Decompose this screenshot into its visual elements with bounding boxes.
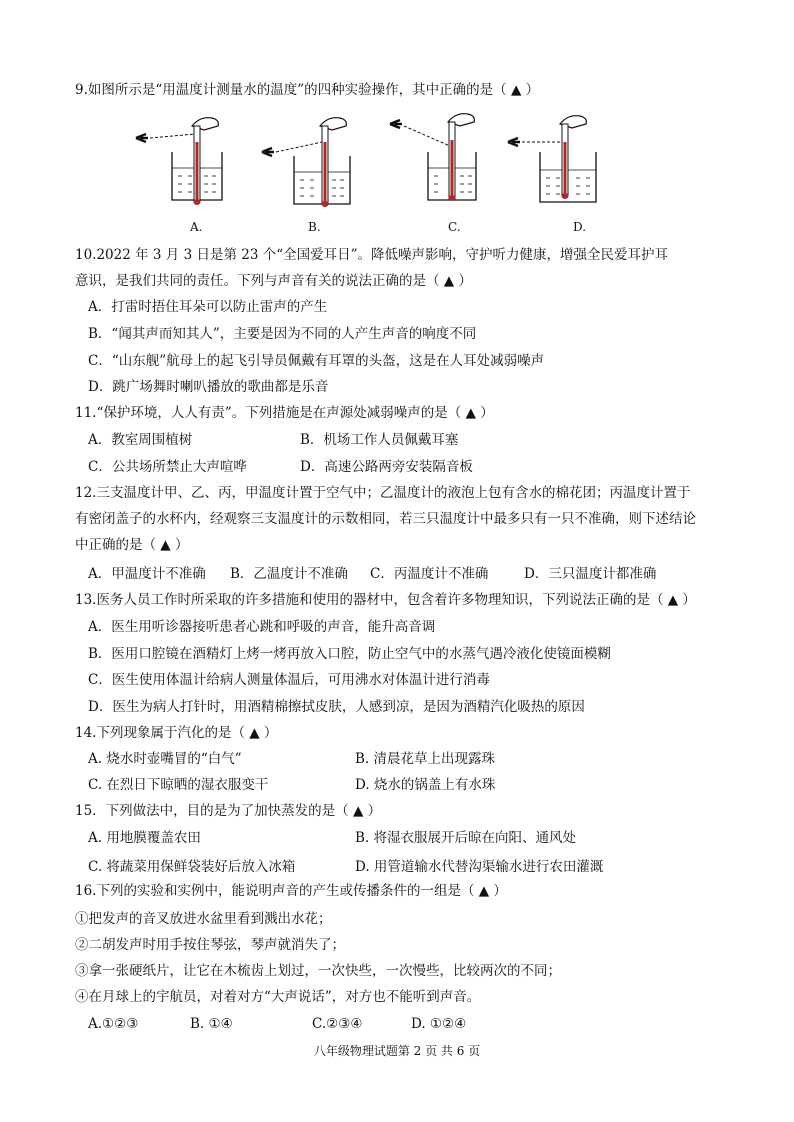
q16-item-4: ④在月球上的宇航员，对着对方“大声说话”，对方也不能听到声音。 (75, 989, 481, 1005)
q16-option-c: C.②③④ (312, 1016, 363, 1032)
q14-option-b: B. 清晨花草上出现露珠 (355, 751, 496, 767)
figure-c (390, 114, 476, 201)
q15-option-b: B. 将湿衣服展开后晾在向阳、通风处 (355, 830, 577, 846)
q16-stem: 16.下列的实验和实例中，能说明声音的产生或传播条件的一组是（ ▲ ） (75, 883, 507, 899)
q12-stem-line2: 有密闭盖子的水杯内，经观察三支温度计的示数相同，若三只温度计中最多只有一只不准确，则下述结论 (75, 511, 696, 527)
q15-option-a: A. 用地膜覆盖农田 (88, 830, 201, 846)
q12-option-d: D．三只温度计都准确 (524, 566, 657, 582)
q11-stem: 11.“保护环境，人人有责”。下列措施是在声源处减弱噪声的是（ ▲ ） (75, 405, 494, 421)
q11-option-b: B．机场工作人员佩戴耳塞 (300, 432, 459, 448)
q10-stem-line2: 意识，是我们共同的责任。下列与声音有关的说法正确的是（ ▲ ） (75, 273, 472, 289)
q14-option-c: C. 在烈日下晾晒的湿衣服变干 (88, 777, 269, 793)
q10-option-b: B．“闻其声而知其人”，主要是因为不同的人产生声音的响度不同 (88, 326, 477, 342)
q15-option-d: D. 用管道输水代替沟渠输水进行农田灌溉 (355, 859, 604, 875)
q14-option-d: D. 烧水的锅盖上有水珠 (355, 777, 496, 793)
thermometer-figure (0, 112, 794, 212)
q14-stem: 14.下列现象属于汽化的是（ ▲ ） (75, 725, 278, 741)
q13-stem: 13.医务人员工作时所采取的许多措施和使用的器材中，包含着许多物理知识，下列说法正确的是（ ▲ ） (75, 592, 696, 608)
q13-option-b: B．医用口腔镜在酒精灯上烤一烤再放入口腔，防止空气中的水蒸气遇冷液化使镜面模糊 (88, 646, 611, 662)
q14-option-a: A. 烧水时壶嘴冒的“白气” (88, 751, 242, 767)
figure-a (136, 118, 222, 205)
q10-option-a: A．打雷时捂住耳朵可以防止雷声的产生 (88, 299, 328, 315)
q13-option-d: D．医生为病人打针时，用酒精棉擦拭皮肤，人感到凉，是因为酒精汽化吸热的原因 (88, 699, 585, 715)
q13-option-a: A．医生用听诊器接听患者心跳和呼吸的声音，能升高音调 (88, 619, 436, 635)
figure-label-b: B. (308, 220, 321, 234)
figure-d (508, 116, 596, 202)
q16-item-1: ①把发声的音叉放进水盆里看到溅出水花； (75, 911, 332, 927)
q12-option-c: C．丙温度计不准确 (370, 566, 489, 582)
q16-option-b: B. ①④ (190, 1016, 233, 1032)
q12-stem-line1: 12.三支温度计甲、乙、丙，甲温度计置于空气中；乙温度计的液泡上包有含水的棉花团；丙温度计置于 (75, 485, 691, 501)
q15-stem: 15．下列做法中，目的是为了加快蒸发的是（ ▲ ） (75, 803, 382, 819)
q10-option-c: C．“山东舰”航母上的起飞引导员佩戴有耳罩的头盔，这是在人耳处减弱噪声 (88, 353, 545, 369)
q9-stem: 9.如图所示是“用温度计测量水的温度”的四种实验操作，其中正确的是（ ▲ ） (75, 82, 540, 98)
q16-option-d: D. ①②④ (411, 1016, 467, 1032)
q11-option-d: D．高速公路两旁安装隔音板 (300, 459, 473, 475)
q12-option-b: B．乙温度计不准确 (230, 566, 348, 582)
figure-label-c: C. (448, 220, 461, 234)
q12-stem-line3: 中正确的是（ ▲ ） (75, 537, 189, 553)
q16-option-a: A.①②③ (88, 1016, 139, 1032)
q11-option-a: A．教室周围植树 (88, 432, 193, 448)
page-footer: 八年级物理试题第 2 页 共 6 页 (313, 1044, 481, 1058)
figure-label-d: D. (573, 220, 587, 234)
q12-option-a: A．甲温度计不准确 (88, 566, 206, 582)
q13-option-c: C．医生使用体温计给病人测量体温后，可用沸水对体温计进行消毒 (88, 672, 490, 688)
figure-label-a: A. (190, 220, 203, 234)
q11-option-c: C．公共场所禁止大声喧哗 (88, 459, 247, 475)
figure-b (262, 118, 350, 207)
q15-option-c: C. 将蔬菜用保鲜袋装好后放入冰箱 (88, 859, 296, 875)
q16-item-2: ②二胡发声时用手按住琴弦，琴声就消失了； (75, 937, 345, 953)
q10-stem-line1: 10.2022 年 3 月 3 日是第 23 个“全国爱耳日”。降低噪声影响，守护听力健康，增强全民爱耳护耳 (75, 247, 669, 263)
q16-item-3: ③拿一张硬纸片，让它在木梳齿上划过，一次快些，一次慢些，比较两次的不同； (75, 963, 561, 979)
q10-option-d: D．跳广场舞时喇叭播放的歌曲都是乐音 (88, 379, 329, 395)
